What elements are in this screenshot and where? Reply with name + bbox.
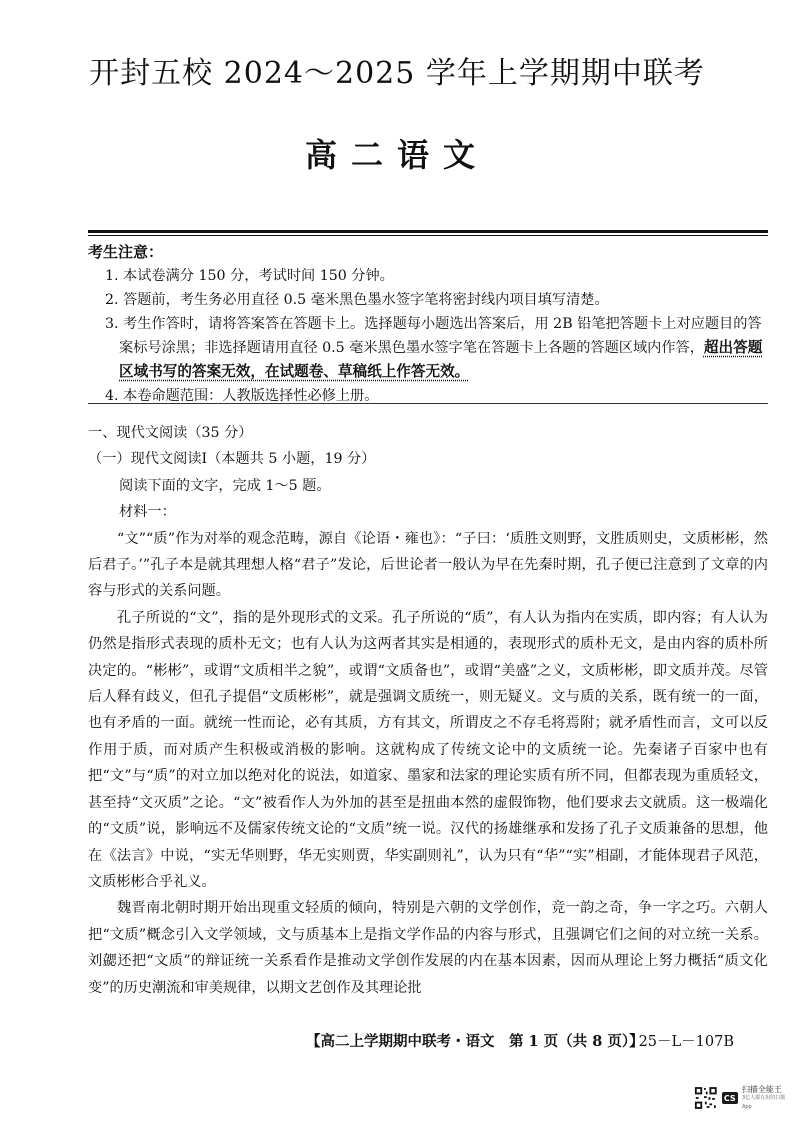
notice-divider [88, 403, 768, 404]
page-footer [0, 1030, 794, 1056]
notice-list [88, 264, 768, 408]
notice-item-3 [88, 312, 768, 384]
notice-item-3-text: 3. 考生作答时，请将答案答在答题卡上。选择题每小题选出答案后，用 2B 铅笔把答题卡上对应题目的答案标号涂黑；非选择题请用直径 0.5 毫米黑色墨水签字笔在答题卡上各题的答题区域内作答， [105, 316, 762, 356]
reading-section [88, 420, 768, 1001]
material-label: 材料一： [119, 504, 176, 521]
exam-title: 开封五校 2024～2025 学年上学期期中联考 [89, 56, 705, 91]
camscanner-label [742, 1085, 790, 1112]
qr-code-icon [694, 1085, 718, 1111]
camscanner-logo: CS [722, 1092, 738, 1104]
footer-exam-code: 25－L－107B [638, 1034, 734, 1050]
camscanner-tagline: 3亿人都在用的扫描App [741, 1094, 786, 1110]
paragraph-2: 孔子所说的“文”，指的是外现形式的文采。孔子所说的“质”，有人认为指内在实质，即内容；有人认为仍然是指形式表现的质朴无文；也有人认为这两者其实是相通的，表现形式的质朴无文，是由内容的质朴所决定的。“彬彬”，或谓“文质相半之貌”，或谓“文质备也”，或谓“美盛”之义，文质彬彬，即文质并茂。尽管后人释有歧义，但孔子提倡“文质彬彬”，就是强调文质统一，则无疑义。文与质的关系，既有统一的一面，也有矛盾的一面。就统一性而论，必有其质，方有其文，所谓皮之不存毛将焉附；就矛盾性而言，文可以反作用于质，而对质产生积极或消极的影响。这就构成了传统文论中的文质统一论。先秦诸子百家中也有把“文”与“质”的对立加以绝对化的说法，如道家、墨家和法家的理论实质有所不同，但都表现为重质轻文，甚至持“文灭质”之论。“文”被看作人为外加的甚至是扭曲本然的虚假饰物，他们要求去文就质。这一极端化的“文质”说，影响远不及儒家传统文论的“文质”统一说。汉代的扬雄继承和发扬了孔子文质兼备的思想，他在《法言》中说，“实无华则野，华无实则贾，华实副则礼”，认为只有“华”“实”相副，才能体现君子风范，文质彬彬合乎礼义。 [88, 609, 768, 890]
notice-heading: 考生注意： [88, 243, 164, 261]
notice-item-4: 4. 本卷命题范围：人教版选择性必修上册。 [105, 388, 379, 404]
header-divider [88, 230, 768, 236]
footer-page-info: 【高二上学期期中联考・语文 第 1 页（共 8 页）】 [306, 1033, 644, 1050]
notice-block [88, 240, 768, 408]
scanner-watermark [694, 1084, 790, 1112]
paragraph-3: 魏晋南北朝时期开始出现重文轻质的倾向，特别是六朝的文学创作，竞一韵之奇，争一字之巧。六朝人把“文质”概念引入文学领域，文与质基本上是指文学作品的内容与形式，且强调它们之间的对立统一关系。刘勰还把“文质”的辩证统一关系看作是推动文学创作发展的内在基本因素，因而从理论上努力概括“质文化变”的历史潮流和审美规律，以期文艺创作及其理论批 [88, 900, 768, 996]
paragraph-1: “文”“质”作为对举的观念范畴，源自《论语・雍也》：“子曰：‘质胜文则野，文胜质则史，文质彬彬，然后君子。’”孔子本是就其理想人格“君子”发论，后世论者一般认为早在先秦时期，孔子便已注意到了文章的内容与形式的关系问题。 [88, 530, 768, 600]
reading-instruction: 阅读下面的文字，完成 1～5 题。 [119, 477, 331, 494]
sub-section-title: （一）现代文阅读Ⅰ（本题共 5 小题，19 分） [88, 451, 376, 468]
section-title: 一、现代文阅读（35 分） [88, 425, 253, 441]
notice-item-3-emphasis: 超出答题区域书写的答案无效，在试题卷、草稿纸上作答无效。 [119, 339, 763, 380]
subject-title: 高二语文 [304, 136, 489, 174]
notice-item-1: 1. 本试卷满分 150 分，考试时间 150 分钟。 [105, 268, 394, 284]
notice-item-2: 2. 答题前，考生务必用直径 0.5 毫米黑色墨水签字笔将密封线内项目填写清楚。 [105, 292, 609, 308]
camscanner-name: 扫描全能王 [741, 1084, 782, 1094]
